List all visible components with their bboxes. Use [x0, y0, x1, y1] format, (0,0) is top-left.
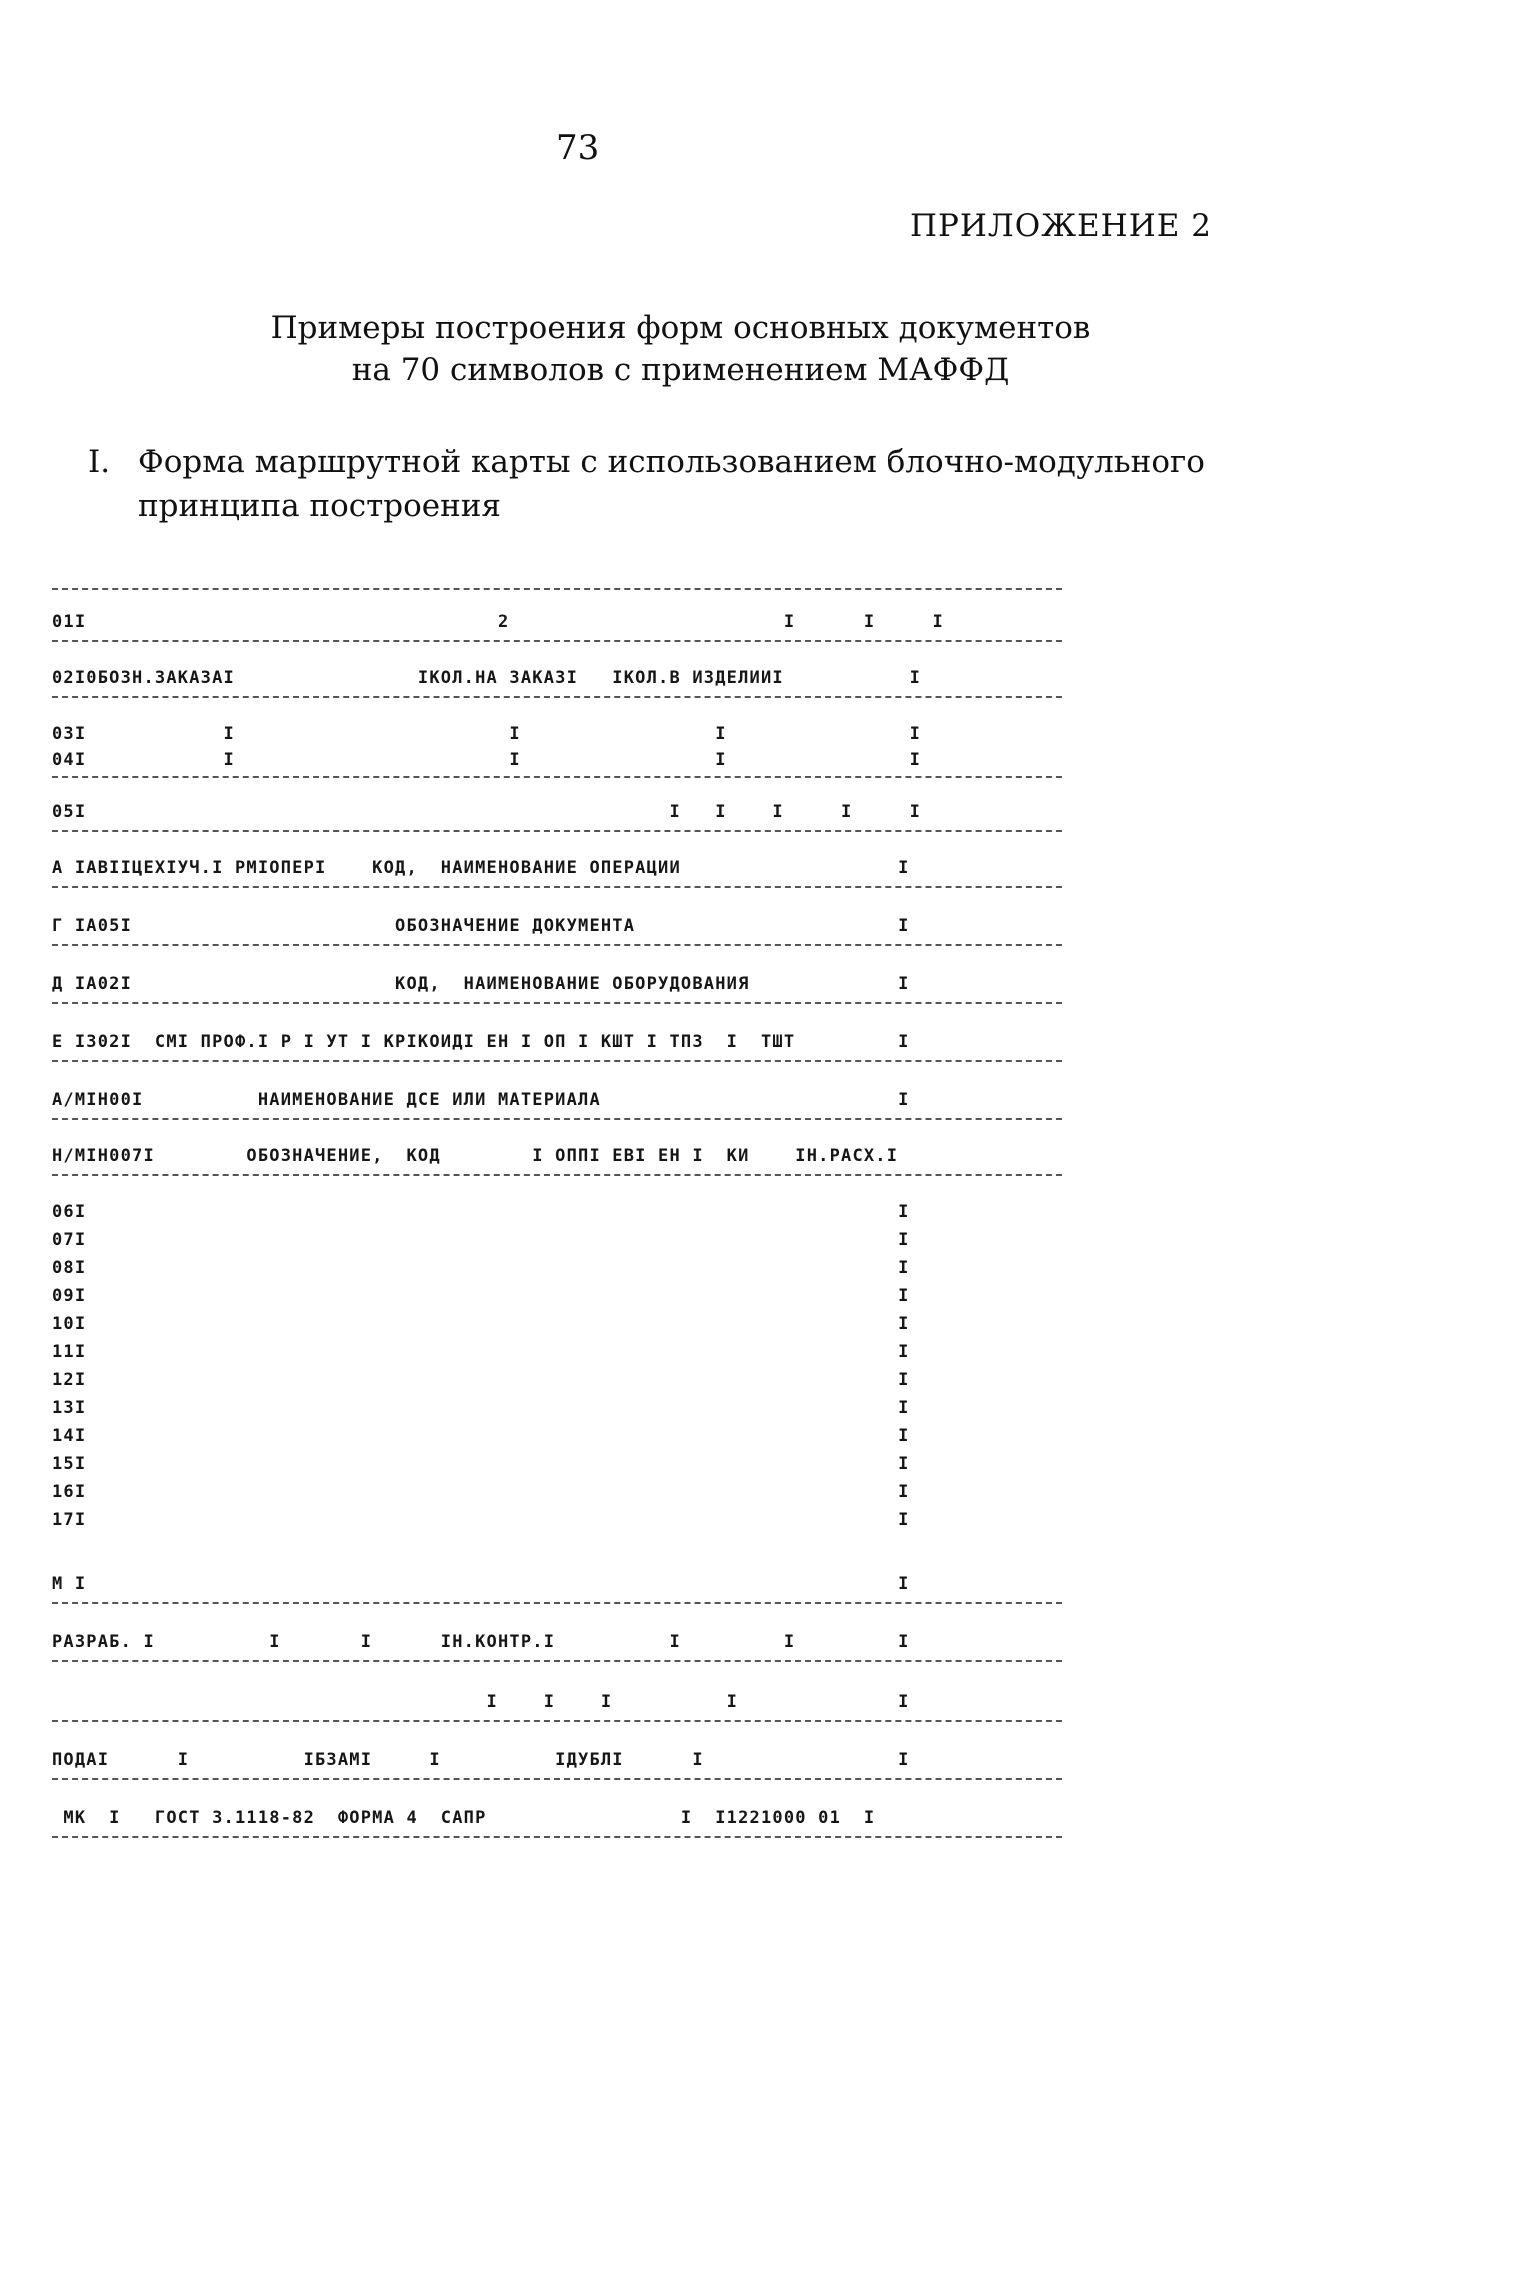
printout-line: 17I I: [52, 1510, 910, 1530]
separator-line: [52, 1060, 1062, 1062]
printout-line: 11I I: [52, 1342, 910, 1362]
printout-line: РАЗРАБ. I I I IН.КОНТР.I I I I: [52, 1632, 910, 1652]
printout-line: 04I I I I I: [52, 750, 922, 770]
printout-line: 13I I: [52, 1398, 910, 1418]
printout-line: 08I I: [52, 1258, 910, 1278]
separator-line: [52, 1660, 1062, 1662]
separator-line: [52, 1118, 1062, 1120]
section-number: I.: [88, 444, 111, 480]
document-title-line-1: Примеры построения форм основных документов: [270, 310, 1091, 346]
separator-line: [52, 1720, 1062, 1722]
separator-line: [52, 640, 1062, 642]
separator-line: [52, 1778, 1062, 1780]
separator-line: [52, 830, 1062, 832]
printout-line: М I I: [52, 1574, 910, 1594]
printout-line: 15I I: [52, 1454, 910, 1474]
section-heading-line-2: принципа построения: [138, 488, 501, 524]
section-heading: [88, 440, 1205, 528]
separator-line: [52, 1174, 1062, 1176]
printout-line: ПОДАI I IБЗАМI I IДУБЛI I I: [52, 1750, 910, 1770]
separator-line: [52, 1002, 1062, 1004]
separator-line: [52, 1602, 1062, 1604]
printout-line: 01I 2 I I I: [52, 612, 944, 632]
printout-line: 02I0БОЗН.ЗАКАЗАI IКОЛ.НА ЗАКАЗI IКОЛ.В ИЗДЕЛИИI I: [52, 668, 922, 688]
printout-line: 07I I: [52, 1230, 910, 1250]
printout-line: 14I I: [52, 1426, 910, 1446]
page-number: 73: [556, 128, 600, 168]
printout-line: Г IА05I ОБОЗНАЧЕНИЕ ДОКУМЕНТА I: [52, 916, 910, 936]
appendix-label: ПРИЛОЖЕНИЕ 2: [910, 208, 1212, 244]
printout-line: 12I I: [52, 1370, 910, 1390]
separator-line: [52, 696, 1062, 698]
separator-line: [52, 944, 1062, 946]
printout-line: Е I302I СМI ПРОФ.I Р I УТ I КРIКОИДI ЕН I ОП I КШТ I ТПЗ I ТШТ I: [52, 1032, 910, 1052]
printout-line: I I I I I: [52, 1692, 910, 1712]
printout-line: 16I I: [52, 1482, 910, 1502]
printout-line: А IАВIIЦЕХIУЧ.I РМIОПЕРI КОД, НАИМЕНОВАНИЕ ОПЕРАЦИИ I: [52, 858, 910, 878]
printout-line: Д IА02I КОД, НАИМЕНОВАНИЕ ОБОРУДОВАНИЯ I: [52, 974, 910, 994]
printout-line: А/МIН00I НАИМЕНОВАНИЕ ДСЕ ИЛИ МАТЕРИАЛА I: [52, 1090, 910, 1110]
printout-line: 06I I: [52, 1202, 910, 1222]
separator-line: [52, 776, 1062, 778]
printout-line: 03I I I I I: [52, 724, 922, 744]
document-title-line-2: на 70 символов с применением МАФФД: [351, 352, 1010, 388]
printout-line: 10I I: [52, 1314, 910, 1334]
printout-line: 09I I: [52, 1286, 910, 1306]
printout-line: 05I I I I I I: [52, 802, 922, 822]
separator-line: [52, 588, 1062, 590]
printout-line: Н/МIН007I ОБОЗНАЧЕНИЕ, КОД I ОППI ЕВI ЕН I КИ IН.РАСХ.I: [52, 1146, 899, 1166]
separator-line: [52, 886, 1062, 888]
separator-line: [52, 1836, 1062, 1838]
printout-line: МК I ГОСТ 3.1118-82 ФОРМА 4 САПР I I1221000 01 I: [52, 1808, 876, 1828]
section-heading-line-1: Форма маршрутной карты с использованием блочно-модульного: [138, 444, 1205, 480]
